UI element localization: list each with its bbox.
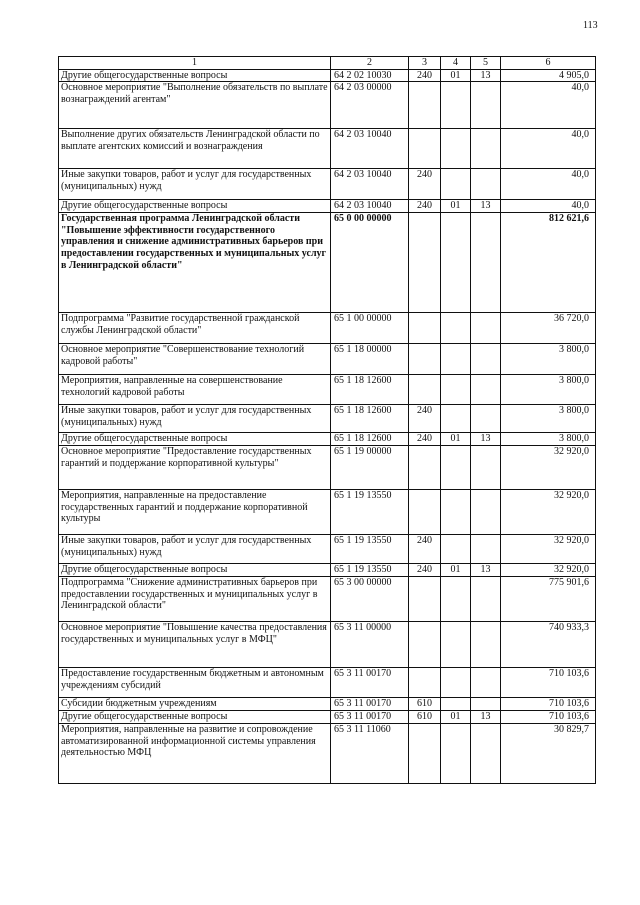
row-vr-cell — [409, 129, 441, 169]
row-pr-cell — [471, 535, 501, 564]
row-name-cell: Другие общегосударственные вопросы — [59, 200, 331, 213]
row-code-cell: 65 1 18 12600 — [331, 405, 409, 433]
row-vr-cell — [409, 577, 441, 622]
table-row — [59, 446, 596, 490]
row-name-cell: Другие общегосударственные вопросы — [59, 564, 331, 577]
row-pr-cell — [471, 213, 501, 313]
row-name-cell: Мероприятия, направленные на предоставление государственных гарантий и поддержание корпоративной культуры — [59, 490, 331, 535]
row-vr-cell: 240 — [409, 433, 441, 446]
row-code-cell: 65 1 18 12600 — [331, 433, 409, 446]
header-cell: 4 — [441, 57, 471, 70]
row-vr-cell: 240 — [409, 564, 441, 577]
row-vr-cell — [409, 490, 441, 535]
row-vr-cell — [409, 213, 441, 313]
row-amount-cell: 775 901,6 — [501, 577, 596, 622]
row-code-cell: 64 2 03 10040 — [331, 169, 409, 200]
row-rz-cell — [441, 82, 471, 129]
row-amount-cell: 40,0 — [501, 129, 596, 169]
row-pr-cell — [471, 622, 501, 668]
row-rz-cell — [441, 535, 471, 564]
row-pr-cell — [471, 490, 501, 535]
page-number: 113 — [583, 20, 598, 31]
row-amount-cell: 4 905,0 — [501, 69, 596, 82]
row-amount-cell: 812 621,6 — [501, 213, 596, 313]
row-code-cell: 65 3 11 00170 — [331, 668, 409, 698]
row-code-cell: 65 0 00 00000 — [331, 213, 409, 313]
row-vr-cell: 240 — [409, 405, 441, 433]
row-pr-cell: 13 — [471, 433, 501, 446]
row-code-cell: 65 1 00 00000 — [331, 313, 409, 344]
row-rz-cell — [441, 446, 471, 490]
row-name-cell: Другие общегосударственные вопросы — [59, 711, 331, 724]
row-rz-cell — [441, 169, 471, 200]
row-amount-cell: 32 920,0 — [501, 446, 596, 490]
row-vr-cell — [409, 668, 441, 698]
table-row — [59, 622, 596, 668]
row-pr-cell — [471, 313, 501, 344]
table-row — [59, 344, 596, 375]
table-row — [59, 69, 596, 82]
row-rz-cell — [441, 313, 471, 344]
row-code-cell: 64 2 02 10030 — [331, 69, 409, 82]
row-code-cell: 64 2 03 10040 — [331, 129, 409, 169]
table-row — [59, 213, 596, 313]
row-rz-cell — [441, 698, 471, 711]
row-code-cell: 64 2 03 00000 — [331, 82, 409, 129]
table-row — [59, 535, 596, 564]
row-amount-cell: 40,0 — [501, 200, 596, 213]
row-pr-cell — [471, 577, 501, 622]
row-pr-cell — [471, 668, 501, 698]
row-code-cell: 65 1 19 13550 — [331, 490, 409, 535]
row-rz-cell — [441, 129, 471, 169]
table-row — [59, 711, 596, 724]
row-code-cell: 64 2 03 10040 — [331, 200, 409, 213]
row-name-cell: Предоставление государственным бюджетным и автономным учреждениям субсидий — [59, 668, 331, 698]
row-name-cell: Мероприятия, направленные на совершенствование технологий кадровой работы — [59, 375, 331, 405]
row-code-cell: 65 3 11 00000 — [331, 622, 409, 668]
row-code-cell: 65 3 11 00170 — [331, 711, 409, 724]
table-row — [59, 490, 596, 535]
row-vr-cell: 610 — [409, 711, 441, 724]
table-header-row — [59, 57, 596, 70]
row-rz-cell — [441, 344, 471, 375]
row-name-cell: Иные закупки товаров, работ и услуг для государственных (муниципальных) нужд — [59, 535, 331, 564]
row-rz-cell — [441, 375, 471, 405]
table-row — [59, 405, 596, 433]
row-amount-cell: 40,0 — [501, 169, 596, 200]
row-rz-cell — [441, 724, 471, 784]
row-code-cell: 65 1 19 00000 — [331, 446, 409, 490]
table-row — [59, 375, 596, 405]
row-amount-cell: 3 800,0 — [501, 405, 596, 433]
row-rz-cell — [441, 405, 471, 433]
row-amount-cell: 32 920,0 — [501, 490, 596, 535]
row-pr-cell — [471, 82, 501, 129]
row-amount-cell: 710 103,6 — [501, 711, 596, 724]
table-row — [59, 668, 596, 698]
row-rz-cell: 01 — [441, 200, 471, 213]
row-rz-cell: 01 — [441, 69, 471, 82]
row-name-cell: Иные закупки товаров, работ и услуг для государственных (муниципальных) нужд — [59, 405, 331, 433]
row-amount-cell: 30 829,7 — [501, 724, 596, 784]
row-name-cell: Субсидии бюджетным учреждениям — [59, 698, 331, 711]
header-cell: 2 — [331, 57, 409, 70]
row-vr-cell: 240 — [409, 69, 441, 82]
row-name-cell: Иные закупки товаров, работ и услуг для государственных (муниципальных) нужд — [59, 169, 331, 200]
table-row — [59, 129, 596, 169]
row-name-cell: Основное мероприятие "Совершенствование технологий кадровой работы" — [59, 344, 331, 375]
row-rz-cell — [441, 622, 471, 668]
row-pr-cell — [471, 129, 501, 169]
table-row — [59, 169, 596, 200]
table-row — [59, 564, 596, 577]
row-vr-cell — [409, 724, 441, 784]
table-row — [59, 698, 596, 711]
row-pr-cell — [471, 169, 501, 200]
header-cell: 1 — [59, 57, 331, 70]
row-code-cell: 65 3 11 11060 — [331, 724, 409, 784]
table-row — [59, 200, 596, 213]
row-name-cell: Другие общегосударственные вопросы — [59, 433, 331, 446]
table-row — [59, 724, 596, 784]
row-code-cell: 65 3 00 00000 — [331, 577, 409, 622]
row-name-cell: Другие общегосударственные вопросы — [59, 69, 331, 82]
row-vr-cell: 240 — [409, 200, 441, 213]
table-row — [59, 577, 596, 622]
row-pr-cell — [471, 344, 501, 375]
row-rz-cell — [441, 213, 471, 313]
row-name-cell: Основное мероприятие "Предоставление государственных гарантий и поддержание корпоративной культуры" — [59, 446, 331, 490]
row-rz-cell — [441, 668, 471, 698]
table-row — [59, 433, 596, 446]
row-code-cell: 65 1 18 12600 — [331, 375, 409, 405]
row-vr-cell — [409, 375, 441, 405]
row-vr-cell — [409, 446, 441, 490]
row-pr-cell — [471, 446, 501, 490]
row-rz-cell: 01 — [441, 433, 471, 446]
row-pr-cell: 13 — [471, 711, 501, 724]
row-amount-cell: 3 800,0 — [501, 375, 596, 405]
table-row — [59, 82, 596, 129]
row-amount-cell: 36 720,0 — [501, 313, 596, 344]
table-row — [59, 313, 596, 344]
row-name-cell: Выполнение других обязательств Ленинградской области по выплате агентских комиссий и вознаграждения — [59, 129, 331, 169]
row-vr-cell: 240 — [409, 535, 441, 564]
row-rz-cell: 01 — [441, 564, 471, 577]
row-name-cell: Мероприятия, направленные на развитие и сопровождение автоматизированной информационной системы управления деятельностью МФЦ — [59, 724, 331, 784]
row-amount-cell: 32 920,0 — [501, 564, 596, 577]
row-amount-cell: 40,0 — [501, 82, 596, 129]
row-vr-cell — [409, 622, 441, 668]
row-code-cell: 65 3 11 00170 — [331, 698, 409, 711]
row-name-cell: Подпрограмма "Снижение административных барьеров при предоставлении государственных и муниципальных услуг в Ленинградской области" — [59, 577, 331, 622]
row-rz-cell — [441, 577, 471, 622]
header-cell: 3 — [409, 57, 441, 70]
budget-table — [58, 56, 596, 784]
row-pr-cell — [471, 698, 501, 711]
row-name-cell: Подпрограмма "Развитие государственной гражданской службы Ленинградской области" — [59, 313, 331, 344]
header-cell: 5 — [471, 57, 501, 70]
row-pr-cell: 13 — [471, 69, 501, 82]
row-vr-cell — [409, 82, 441, 129]
row-vr-cell — [409, 313, 441, 344]
row-vr-cell: 240 — [409, 169, 441, 200]
row-amount-cell: 710 103,6 — [501, 668, 596, 698]
row-pr-cell: 13 — [471, 200, 501, 213]
row-code-cell: 65 1 19 13550 — [331, 535, 409, 564]
row-amount-cell: 32 920,0 — [501, 535, 596, 564]
row-name-cell: Основное мероприятие "Выполнение обязательств по выплате вознаграждений агентам" — [59, 82, 331, 129]
header-cell: 6 — [501, 57, 596, 70]
row-code-cell: 65 1 19 13550 — [331, 564, 409, 577]
row-pr-cell — [471, 724, 501, 784]
row-name-cell: Государственная программа Ленинградской области "Повышение эффективности государственного управления и снижение административных барьеров при предоставлении государственных и муниципальных услуг в Ленинградской области" — [59, 213, 331, 313]
row-vr-cell — [409, 344, 441, 375]
row-vr-cell: 610 — [409, 698, 441, 711]
row-amount-cell: 3 800,0 — [501, 433, 596, 446]
row-pr-cell — [471, 405, 501, 433]
row-pr-cell — [471, 375, 501, 405]
row-rz-cell: 01 — [441, 711, 471, 724]
row-amount-cell: 740 933,3 — [501, 622, 596, 668]
row-amount-cell: 710 103,6 — [501, 698, 596, 711]
row-amount-cell: 3 800,0 — [501, 344, 596, 375]
row-pr-cell: 13 — [471, 564, 501, 577]
row-rz-cell — [441, 490, 471, 535]
row-code-cell: 65 1 18 00000 — [331, 344, 409, 375]
row-name-cell: Основное мероприятие "Повышение качества предоставления государственных и муниципальных услуг в МФЦ" — [59, 622, 331, 668]
